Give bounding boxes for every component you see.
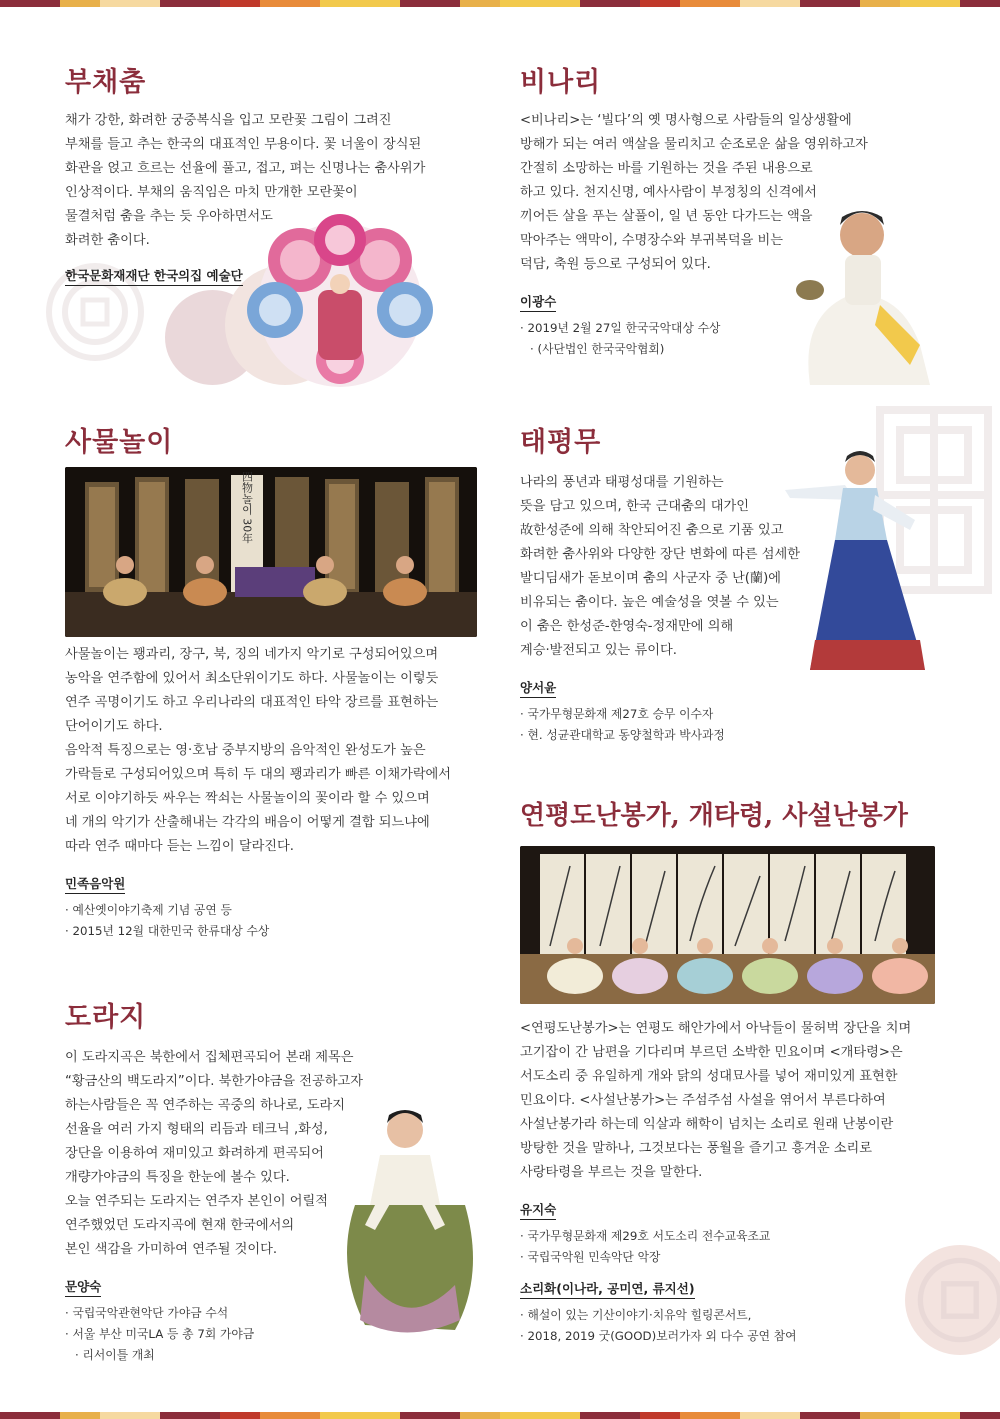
body-line: 사설난봉가라 하는데 익살과 해학이 넘치는 소리로 원래 난봉이란 xyxy=(520,1117,894,1132)
performer-credits xyxy=(65,900,495,942)
body-line: 농악을 연주함에 있어서 최소단위이기도 하다. 사물놀이는 이렇듯 xyxy=(65,671,439,686)
credit-item: · 국립국악원 민속악단 악장 xyxy=(520,1247,960,1268)
body-line: 서도소리 중 유일하게 개와 닭의 성대묘사를 넣어 재미있게 표현한 xyxy=(520,1069,898,1084)
fan-dance-photo xyxy=(240,210,440,390)
stage-banner-text: 四物놀이 30年 xyxy=(240,470,254,544)
body-line: 故한성준에 의해 착안되어진 춤으로 기품 있고 xyxy=(520,523,784,538)
body-line: 화관을 얹고 흐르는 선율에 풀고, 접고, 펴는 신명나는 춤사위가 xyxy=(65,161,426,176)
body-line: 따라 연주 때마다 듣는 느낌이 달라진다. xyxy=(65,839,294,854)
body-line: 개량가야금의 특징을 한눈에 볼수 있다. xyxy=(65,1170,290,1185)
body-line: 본인 색감을 가미하여 연주될 것이다. xyxy=(65,1242,278,1257)
section-body xyxy=(65,643,495,859)
taepyeongmu-dancer-photo xyxy=(775,440,935,690)
body-line: <비나리>는 ‘빌다’의 옛 명사형으로 사람들의 일상생활에 xyxy=(520,113,852,128)
body-line: 뜻을 담고 있으며, 한국 근대춤의 대가인 xyxy=(520,499,749,514)
body-line: 막아주는 액막이, 수명장수와 부귀복덕을 비는 xyxy=(520,233,784,248)
body-line: 간절히 소망하는 바를 기원하는 것을 주된 내용으로 xyxy=(520,161,813,176)
credit-item: · 예산옛이야기축제 기념 공연 등 xyxy=(65,900,495,921)
binari-performer-photo xyxy=(770,195,940,385)
body-line: 방해가 되는 여러 액살을 물리치고 순조로운 삶을 영위하고자 xyxy=(520,137,868,152)
credit-item: · 현. 성균관대학교 동양철학과 박사과정 xyxy=(520,725,820,746)
performer-credits xyxy=(520,1305,960,1347)
body-line: 물결처럼 춤을 추는 듯 우아하면서도 xyxy=(65,209,273,224)
yeonpyeong-stage-photo xyxy=(520,846,935,1004)
performer-name: 유지숙 xyxy=(520,1200,556,1220)
body-line: 연주했었던 도라지곡에 현재 한국에서의 xyxy=(65,1218,295,1233)
body-line: 민요이다. <사설난봉가>는 주섬주섬 사설을 엮어서 부른다하여 xyxy=(520,1093,886,1108)
body-line: 이 도라지곡은 북한에서 집체편곡되어 본래 제목은 xyxy=(65,1050,354,1065)
performer-credits xyxy=(520,704,820,746)
samulnori-text xyxy=(65,643,495,942)
samulnori-stage-photo xyxy=(65,467,477,637)
body-line: 하는사람들은 꼭 연주하는 곡중의 하나로, 도라지 xyxy=(65,1098,345,1113)
section-title: 연평도난봉가, 개타령, 사설난봉가 xyxy=(520,801,908,831)
body-line: 장단을 이용하여 재미있고 화려하게 편곡되어 xyxy=(65,1146,324,1161)
body-line: “황금산의 백도라지”이다. 북한가야금을 전공하고자 xyxy=(65,1074,363,1089)
body-line: 화려한 춤사위와 다양한 장단 변화에 따른 섬세한 xyxy=(520,547,800,562)
body-line: 가락들로 구성되어있으며 특히 두 대의 꽹과리가 빠른 이채가락에서 xyxy=(65,767,452,782)
yeonpyeong-text xyxy=(520,1017,960,1347)
body-line: 비유되는 춤이다. 높은 예술성을 엿볼 수 있는 xyxy=(520,595,779,610)
credit-item: · 국가무형문화재 제29호 서도소리 전수교육조교 xyxy=(520,1226,960,1247)
body-line: <연평도난봉가>는 연평도 해안가에서 아낙들이 물허벅 장단을 치며 xyxy=(520,1021,912,1036)
body-line: 서로 이야기하듯 싸우는 짝쇠는 사물놀이의 꽃이라 할 수 있으며 xyxy=(65,791,430,806)
performer-name: 한국문화재재단 한국의집 예술단 xyxy=(65,266,243,286)
credit-item: · 해설이 있는 기산이야기·치유악 힐링콘서트, xyxy=(520,1305,960,1326)
body-line: 단어이기도 하다. xyxy=(65,719,163,734)
body-line: 연주 곡명이기도 하고 우리나라의 대표적인 타악 장르를 표현하는 xyxy=(65,695,439,710)
credit-item: · 국립국악관현악단 가야금 수석 xyxy=(65,1303,385,1324)
body-line: 이 춤은 한성준-한영숙-정재만에 의해 xyxy=(520,619,734,634)
body-line: 사랑타령을 부르는 것을 말한다. xyxy=(520,1165,703,1180)
performer-name: 민족음악원 xyxy=(65,874,125,894)
samulnori-section xyxy=(65,420,495,459)
bottom-decorative-stripe xyxy=(0,1412,1000,1419)
performer-name: 소리화(이나라, 공미연, 류지선) xyxy=(520,1279,695,1299)
credit-item: · 리서이틀 개최 xyxy=(65,1345,385,1366)
body-line: 인상적이다. 부채의 움직임은 마치 만개한 모란꽃이 xyxy=(65,185,358,200)
top-decorative-stripe xyxy=(0,0,1000,7)
body-line: 오늘 연주되는 도라지는 연주자 본인이 어릴적 xyxy=(65,1194,329,1209)
body-line: 부채를 들고 추는 한국의 대표적인 무용이다. 꽃 너울이 장식된 xyxy=(65,137,422,152)
section-body xyxy=(520,1017,960,1185)
credit-item: · 국가무형문화재 제27호 승무 이수자 xyxy=(520,704,820,725)
body-line: 음악적 특징으로는 영·호남 중부지방의 음악적인 완성도가 높은 xyxy=(65,743,426,758)
body-line: 발디딤새가 돋보이며 춤의 사군자 중 난(蘭)에 xyxy=(520,571,782,586)
credit-item: · 2019년 2월 27일 한국국악대상 수상 xyxy=(520,318,940,339)
performer-name: 문양숙 xyxy=(65,1277,101,1297)
yeonpyeong-section xyxy=(520,795,960,832)
section-title: 부채춤 xyxy=(65,67,147,98)
performer-credits xyxy=(520,1226,960,1268)
performer-name: 양서윤 xyxy=(520,678,556,698)
section-title: 사물놀이 xyxy=(65,427,174,458)
body-line: 덕담, 축원 등으로 구성되어 있다. xyxy=(520,257,711,272)
credit-item: · (사단법인 한국국악협회) xyxy=(520,339,940,360)
doraji-performer-photo xyxy=(325,1095,485,1350)
body-line: 나라의 풍년과 태평성대를 기원하는 xyxy=(520,475,724,490)
section-title: 도라지 xyxy=(65,1002,147,1033)
section-title: 비나리 xyxy=(520,67,602,98)
body-line: 끼어든 살을 푸는 살풀이, 일 년 동안 다가드는 액을 xyxy=(520,209,813,224)
body-line: 고기잡이 간 남편을 기다리며 부르던 소박한 민요이며 <개타령>은 xyxy=(520,1045,903,1060)
body-line: 선율을 여러 가지 형태의 리듬과 테크닉 ,화성, xyxy=(65,1122,328,1137)
body-line: 네 개의 악기가 산출해내는 각각의 배음이 어떻게 결합 되느냐에 xyxy=(65,815,430,830)
body-line: 계승·발전되고 있는 류이다. xyxy=(520,643,677,658)
credit-item: · 2018, 2019 굿(GOOD)보러가자 외 다수 공연 참여 xyxy=(520,1326,960,1347)
body-line: 사물놀이는 꽹과리, 장구, 북, 징의 네가지 악기로 구성되어있으며 xyxy=(65,647,439,662)
performer-name: 이광수 xyxy=(520,292,556,312)
credit-item: · 2015년 12월 대한민국 한류대상 수상 xyxy=(65,921,495,942)
body-line: 화려한 춤이다. xyxy=(65,233,150,248)
body-line: 하고 있다. 천지신명, 예사사람이 부정칭의 신격에서 xyxy=(520,185,817,200)
body-line: 방탕한 것을 말하나, 그것보다는 풍월을 즐기고 흥겨운 소리로 xyxy=(520,1141,873,1156)
body-line: 채가 강한, 화려한 궁중복식을 입고 모란꽃 그림이 그려진 xyxy=(65,113,392,128)
section-title: 태평무 xyxy=(520,427,602,458)
credit-item: · 서울 부산 미국LA 등 총 7회 가야금 xyxy=(65,1324,385,1345)
